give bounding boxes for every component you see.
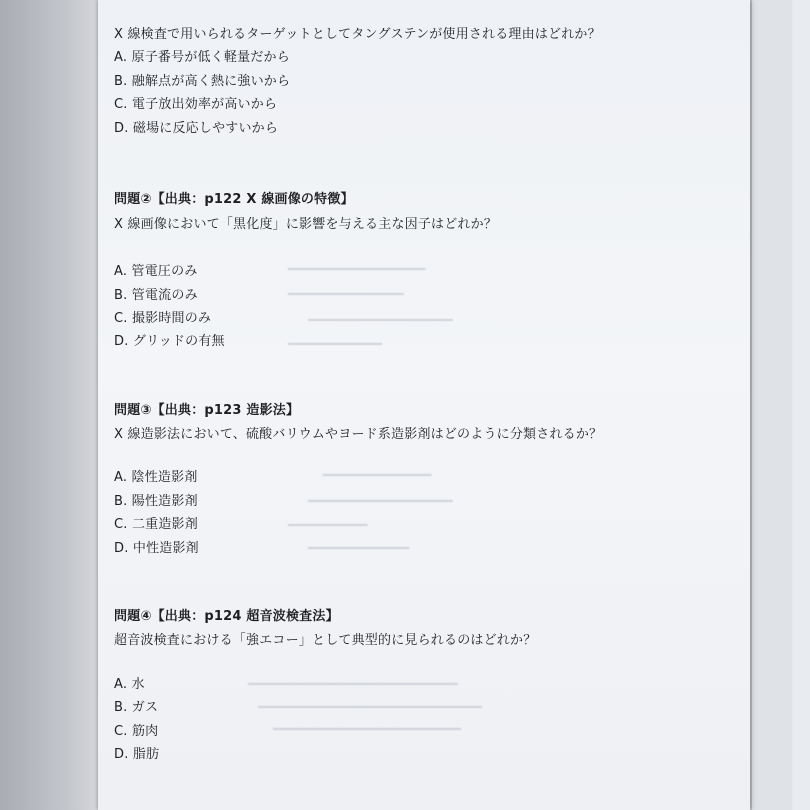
q3-option-c: C. 二重造影剤 [114, 517, 198, 532]
show-through-text: ━━━━━━━━━━━━━━━ [323, 468, 432, 482]
q4-heading: 問題④【出典：p124 超音波検査法】 [114, 609, 339, 624]
underlying-sheet [752, 0, 792, 810]
q1-option-d: D. 磁場に反応しやすいから [114, 121, 279, 136]
show-through-text: ━━━━━━━━━━━━━━━━━━━ [288, 262, 426, 276]
q2-option-d: D. グリッドの有無 [114, 334, 225, 349]
q1-option-a: A. 原子番号が低く軽量だから [114, 50, 290, 65]
q4-option-a: A. 水 [114, 677, 145, 692]
q2-question: X 線画像において「黒化度」に影響を与える主な因子はどれか？ [114, 217, 498, 232]
show-through-text: ━━━━━━━━━━━━━ [288, 337, 382, 351]
show-through-text: ━━━━━━━━━━━ [288, 518, 368, 532]
show-through-text: ━━━━━━━━━━━━━━ [308, 541, 410, 555]
q2-heading: 問題②【出典：p122 X 線画像の特徴】 [114, 192, 354, 207]
desk-background [0, 0, 98, 810]
q2-option-c: C. 撮影時間のみ [114, 311, 212, 326]
q4-question: 超音波検査における「強エコー」として典型的に見られるのはどれか？ [114, 633, 537, 648]
exam-page [98, 0, 750, 810]
q4-option-d: D. 脂肪 [114, 747, 160, 762]
q3-question: X 線造影法において、硫酸バリウムやヨード系造影剤はどのように分類されるか？ [114, 427, 603, 442]
show-through-text: ━━━━━━━━━━━━━━━━━━━━━━━━━━━━━━━ [258, 700, 482, 714]
q4-option-b: B. ガス [114, 700, 159, 715]
q1-question: X 線検査で用いられるターゲットとしてタングステンが使用される理由はどれか？ [114, 27, 601, 42]
show-through-text: ━━━━━━━━━━━━━━━━━━━━━━━━━━ [273, 722, 461, 736]
q3-option-a: A. 陰性造影剤 [114, 470, 198, 485]
q3-option-d: D. 中性造影剤 [114, 541, 199, 556]
show-through-text: ━━━━━━━━━━━━━━━━ [288, 287, 404, 301]
q1-option-b: B. 融解点が高く熱に強いから [114, 74, 291, 89]
q3-heading: 問題③【出典：p123 造影法】 [114, 403, 300, 418]
show-through-text: ━━━━━━━━━━━━━━━━━━━━ [308, 494, 453, 508]
q3-option-b: B. 陽性造影剤 [114, 494, 198, 509]
show-through-text: ━━━━━━━━━━━━━━━━━━━━ [308, 313, 453, 327]
q1-option-c: C. 電子放出効率が高いから [114, 97, 278, 112]
show-through-text: ━━━━━━━━━━━━━━━━━━━━━━━━━━━━━ [248, 677, 458, 691]
q2-option-b: B. 管電流のみ [114, 288, 198, 303]
q4-option-c: C. 筋肉 [114, 724, 159, 739]
q2-option-a: A. 管電圧のみ [114, 264, 198, 279]
